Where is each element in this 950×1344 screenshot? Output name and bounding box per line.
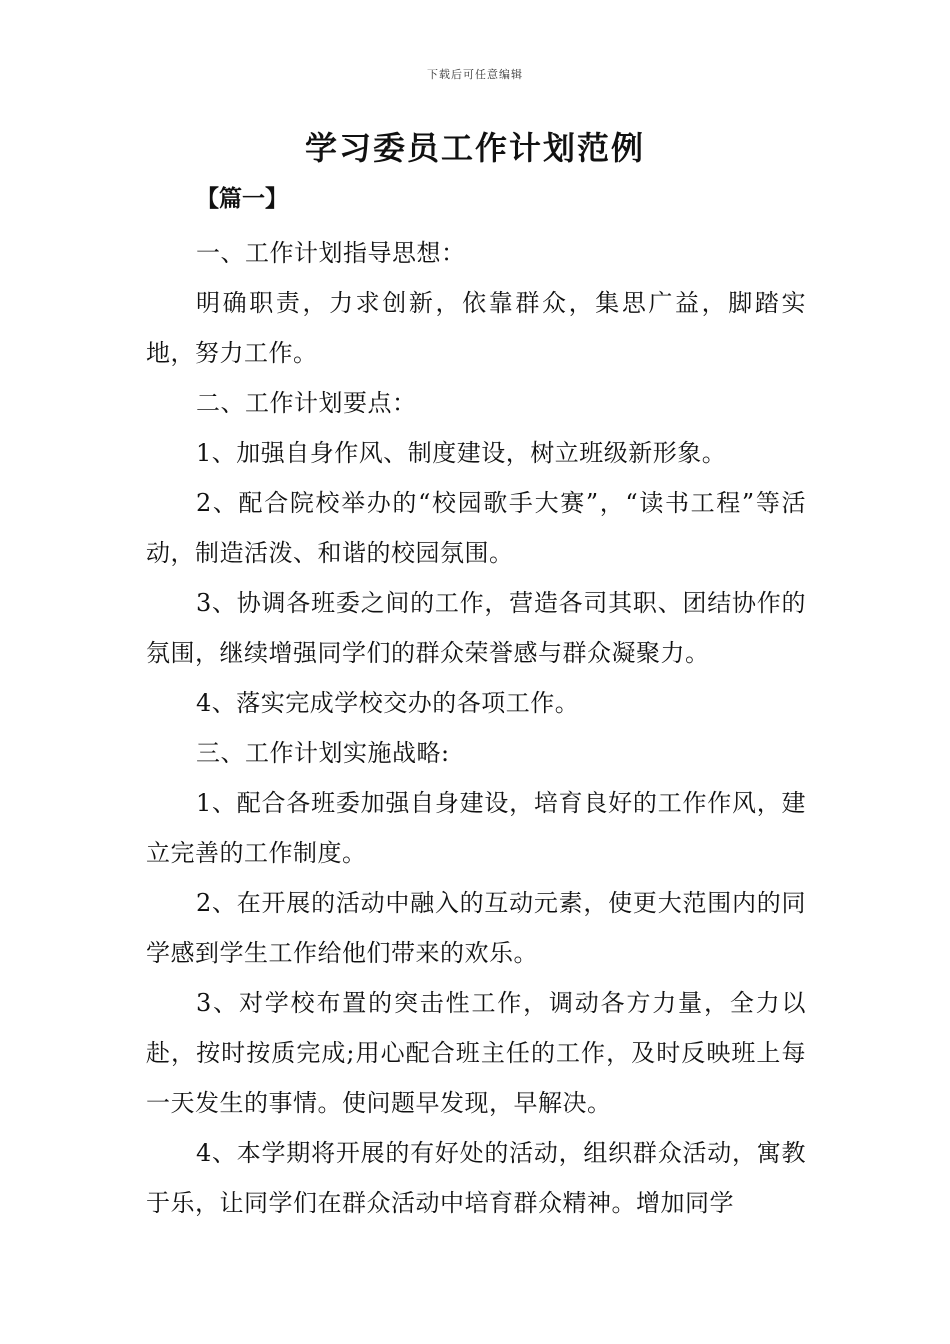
paragraph-key-points-heading: 二、工作计划要点： bbox=[196, 389, 417, 417]
paragraph: 2、配合院校举办的“校园歌手大赛”，“读书工程”等活动，制造活泼、和谐的校园氛围。 bbox=[146, 489, 806, 567]
section-label: 【篇一】 bbox=[196, 186, 288, 212]
paragraph-strategy-heading: 三、工作计划实施战略: bbox=[196, 739, 450, 767]
paragraph: 1、配合各班委加强自身建设，培育良好的工作作风，建立完善的工作制度。 bbox=[146, 789, 806, 867]
paragraph: 2、在开展的活动中融入的互动元素，使更大范围内的同学感到学生工作给他们带来的欢乐。 bbox=[146, 889, 806, 967]
paragraph: 3、对学校布置的突击性工作，调动各方力量，全力以赴，按时按质完成;用心配合班主任的工作，及时反映班上每一天发生的事情。使问题早发现，早解决。 bbox=[146, 989, 806, 1117]
paragraph-guiding-ideology-heading: 一、工作计划指导思想： bbox=[196, 239, 466, 267]
paragraph: 3、协调各班委之间的工作，营造各司其职、团结协作的氛围，继续增强同学们的群众荣誉感与群众凝聚力。 bbox=[146, 589, 806, 667]
page-header-note: 下载后可任意编辑 bbox=[427, 68, 523, 81]
paragraph: 4、落实完成学校交办的各项工作。 bbox=[196, 689, 580, 717]
paragraph: 明确职责，力求创新，依靠群众，集思广益，脚踏实地，努力工作。 bbox=[146, 289, 806, 367]
paragraph: 1、加强自身作风、制度建设，树立班级新形象。 bbox=[196, 439, 727, 467]
paragraph: 4、本学期将开展的有好处的活动，组织群众活动，寓教于乐，让同学们在群众活动中培育群众精神。增加同学 bbox=[146, 1139, 806, 1217]
document-title: 学习委员工作计划范例 bbox=[304, 129, 645, 167]
document-body bbox=[146, 228, 806, 1228]
